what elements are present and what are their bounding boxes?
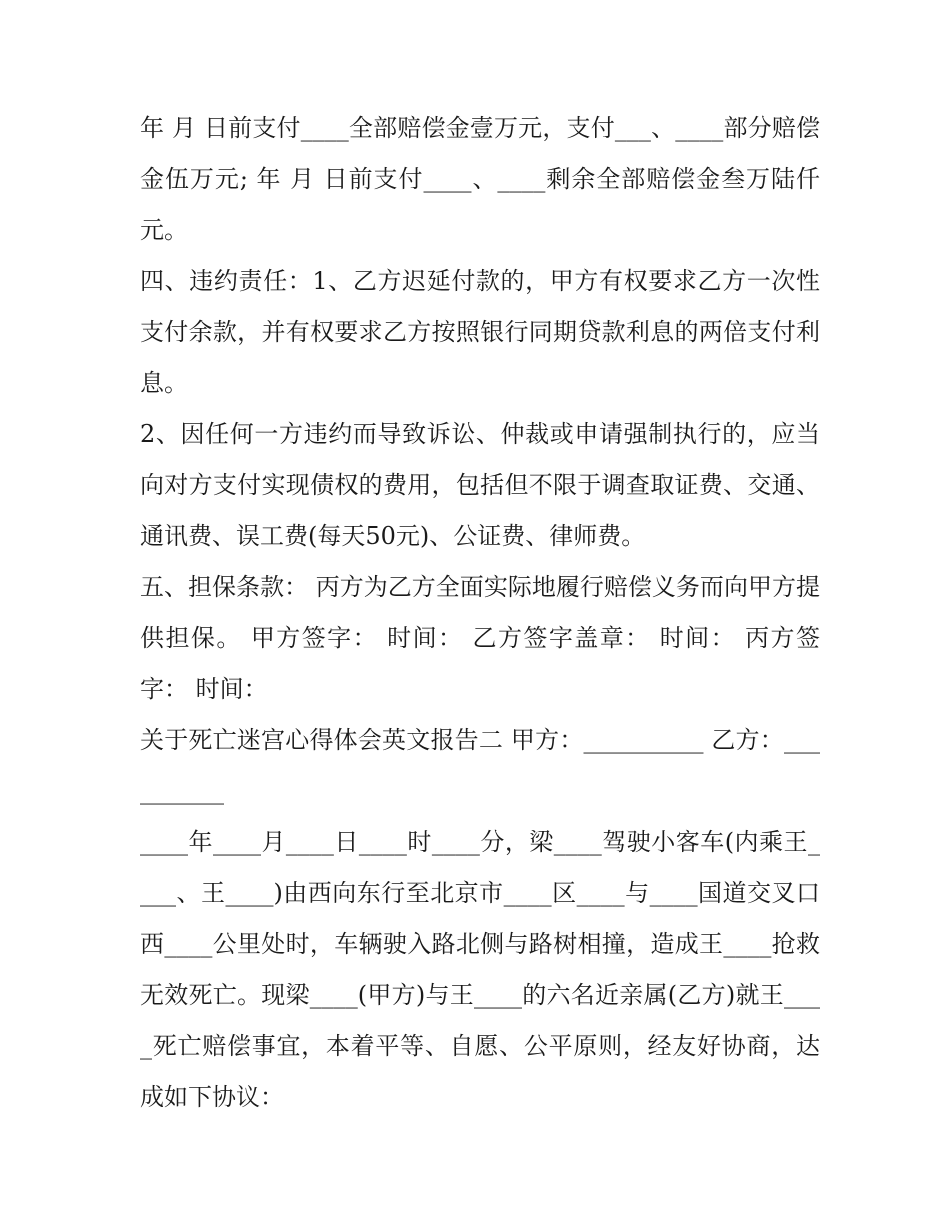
paragraph-litigation-costs: 2、因任何一方违约而导致诉讼、仲裁或申请强制执行的，应当向对方支付实现债权的费用，包括但不限于调查取证费、交通、通讯费、误工费(每天50元)、公证费、律师费。 (140, 420, 820, 550)
paragraph-report-title-parties: 关于死亡迷宫心得体会英文报告二 甲方：__________ 乙方：__________ (140, 726, 820, 805)
paragraph-breach-liability: 四、违约责任：1、乙方迟延付款的，甲方有权要求乙方一次性支付余款，并有权要求乙方按照银行同期贷款利息的两倍支付利息。 (140, 267, 820, 397)
paragraph-payment-schedule: 年 月 日前支付____全部赔偿金壹万元，支付___、____部分赔偿金伍万元; 年 月 日前支付____、____剩余全部赔偿金叁万陆仟元。 (140, 114, 820, 244)
paragraph-guarantee-clause: 五、担保条款： 丙方为乙方全面实际地履行赔偿义务而向甲方提供担保。 甲方签字： 时间： 乙方签字盖章： 时间： 丙方签字： 时间： (140, 573, 820, 703)
paragraph-accident-description: ____年____月____日____时____分，梁____驾驶小客车(内乘王____、王____)由西向东行至北京市____区____与____国道交叉口西____公里处时，车辆驶入路北侧与路树相撞，造成王____抢救无效死亡。现梁____(甲方)与王____的六名近亲属(乙方)就王____死亡赔偿事宜，本着平等、自愿、公平原则，经友好协商，达成如下协议： (140, 828, 820, 1111)
document-body (140, 103, 820, 1123)
